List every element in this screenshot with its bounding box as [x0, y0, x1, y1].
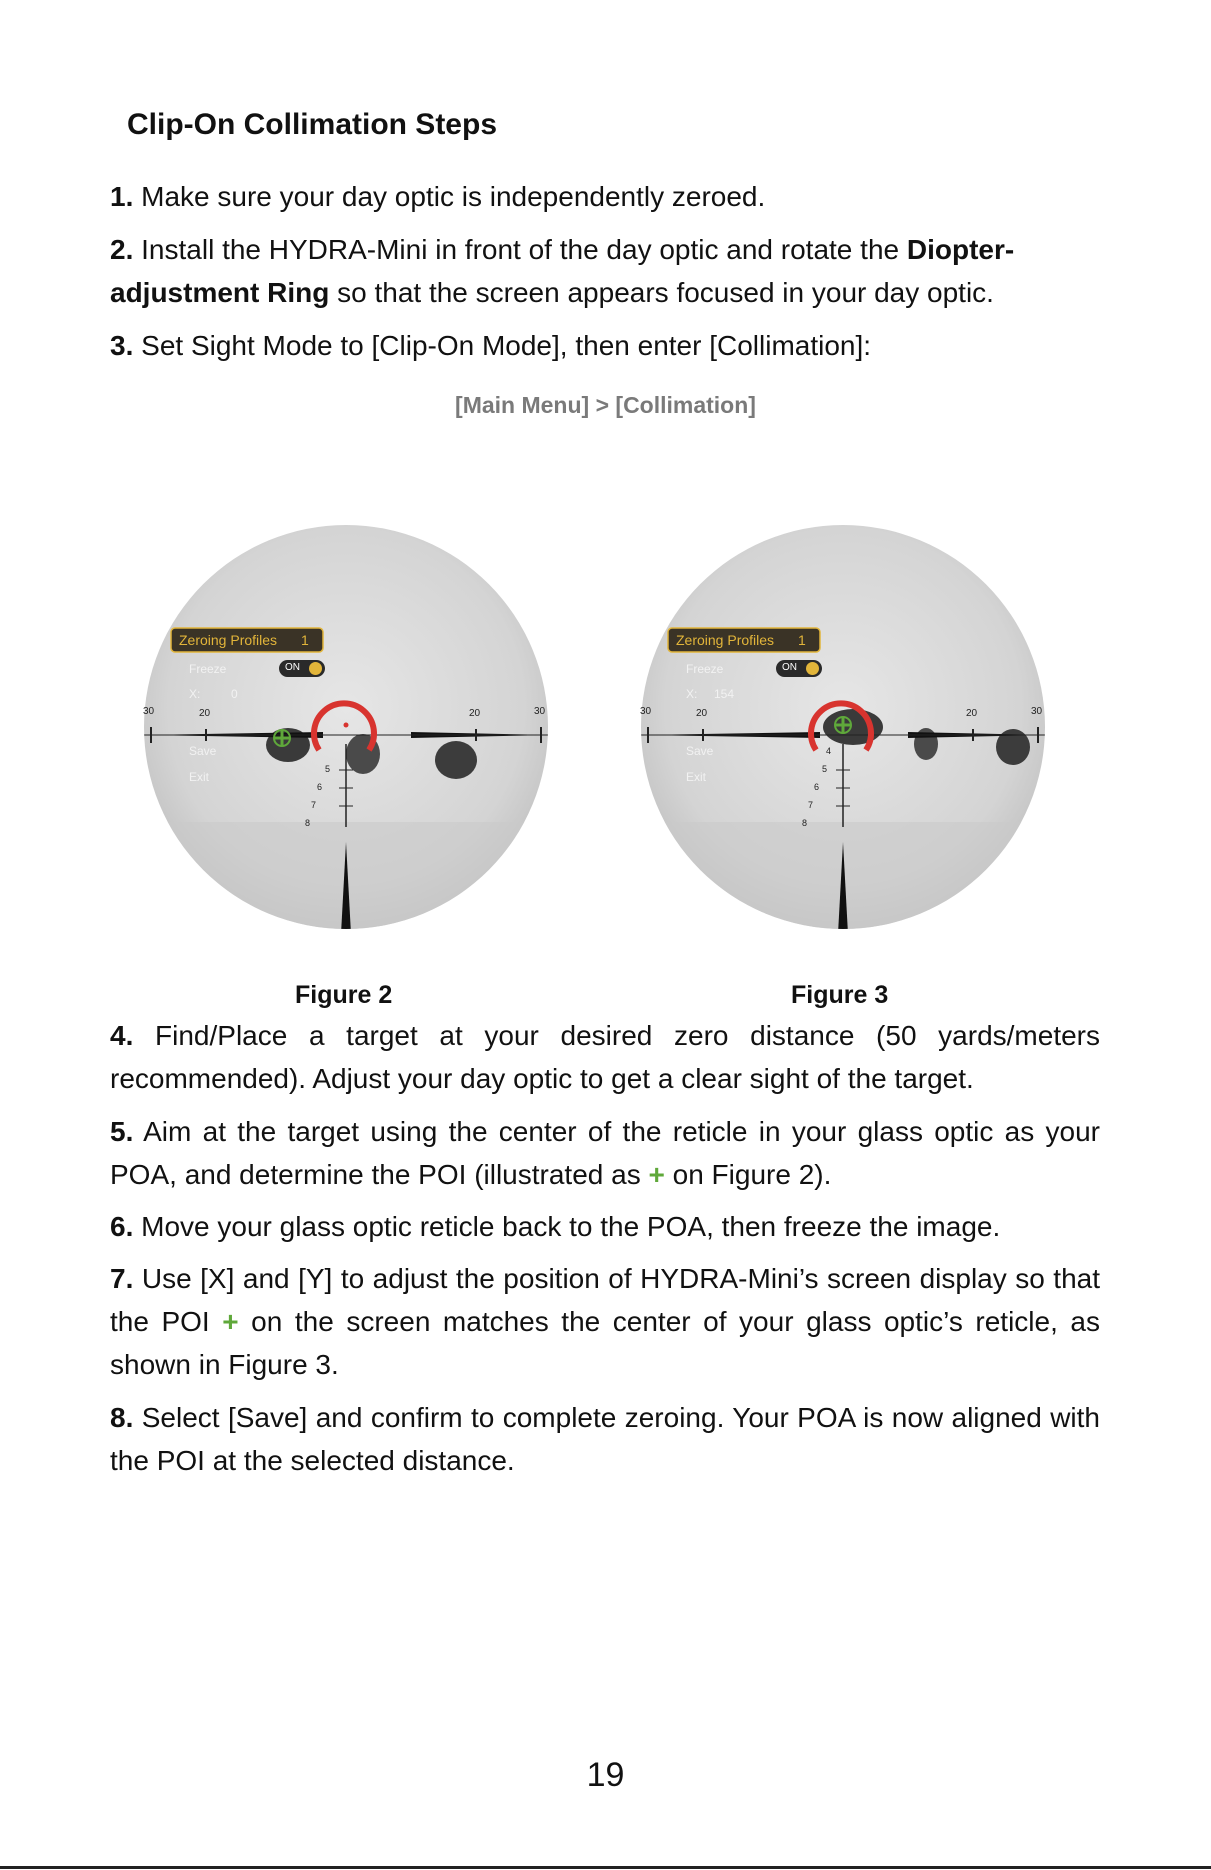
- scale-label: 30: [640, 706, 652, 717]
- osd-save-label: Save: [686, 744, 714, 758]
- osd-freeze-label: Freeze: [189, 662, 227, 676]
- step-text: Aim at the target using the center of the reticle in your glass optic as your POA, and determine the POI (illustrated as: [110, 1116, 1100, 1190]
- step-number: 8.: [110, 1402, 134, 1433]
- reticle-number: 5: [325, 764, 331, 774]
- reticle-number: 8: [802, 818, 808, 828]
- poi-plus-symbol: +: [648, 1159, 665, 1190]
- step-number: 2.: [110, 234, 134, 265]
- osd-x-label: X:: [189, 687, 201, 701]
- page-number: 19: [586, 1756, 625, 1794]
- scope-view-image: [141, 522, 551, 934]
- osd-profile-label: Zeroing Profiles: [676, 632, 775, 648]
- osd-exit-label: Exit: [189, 770, 210, 784]
- toggle-knob: [806, 662, 819, 675]
- scale-label: 20: [966, 708, 978, 719]
- reticle-number: 5: [822, 764, 828, 774]
- poi-plus-symbol: +: [222, 1306, 239, 1337]
- step-number: 6.: [110, 1211, 134, 1242]
- step-text: on the screen matches the center of your glass optic’s reticle, as shown in Figure 3.: [110, 1306, 1100, 1380]
- step-number: 5.: [110, 1116, 134, 1147]
- menu-path: [Main Menu] > [Collimation]: [455, 392, 756, 418]
- figure-2-caption: Figure 2: [295, 981, 393, 1009]
- reticle-number: 7: [311, 800, 317, 810]
- boar-silhouette: [823, 709, 883, 745]
- step-text: Find/Place a target at your desired zero distance (50 yards/meters recommended). Adjust your day optic to get a clear sight of the target.: [110, 1020, 1100, 1094]
- toggle-state-label: ON: [782, 662, 797, 673]
- toggle-knob: [309, 662, 322, 675]
- figure-3-scope-view: [638, 522, 1048, 934]
- toggle-state-label: ON: [285, 662, 300, 673]
- step-3: [110, 324, 1100, 367]
- reticle-number: 6: [317, 782, 323, 792]
- osd-x-value: 154: [714, 687, 735, 701]
- step-number: 3.: [110, 330, 134, 361]
- osd-freeze-label: Freeze: [686, 662, 724, 676]
- step-text: Set Sight Mode to [Clip-On Mode], then enter [Collimation]:: [141, 330, 872, 361]
- step-number: 4.: [110, 1020, 134, 1051]
- step-text: Select [Save] and confirm to complete zeroing. Your POA is now aligned with the POI at the selected distance.: [110, 1402, 1100, 1476]
- osd-profile-value: 1: [798, 632, 806, 648]
- step-text: so that the screen appears focused in your day optic.: [329, 277, 994, 308]
- osd-save-label: Save: [189, 744, 217, 758]
- step-8: [110, 1396, 1100, 1482]
- osd-freeze-toggle: [776, 660, 822, 677]
- osd-exit-label: Exit: [686, 770, 707, 784]
- figure-2-scope-view: [141, 522, 551, 934]
- scale-label: 30: [1031, 706, 1043, 717]
- step-6: [110, 1205, 1100, 1248]
- step-text: on Figure 2).: [664, 1159, 832, 1190]
- poi-green-plus-icon: [274, 730, 290, 746]
- boar-silhouette: [435, 741, 477, 779]
- scale-label: 20: [199, 708, 211, 719]
- reticle-number: 4: [826, 746, 832, 756]
- step-5: [110, 1110, 1100, 1196]
- red-center-dot: [344, 723, 349, 728]
- osd-freeze-toggle: [279, 660, 325, 677]
- osd-profile-label: Zeroing Profiles: [179, 632, 278, 648]
- step-bold-term: Diopter-adjustment Ring: [110, 234, 1015, 308]
- step-number: 1.: [110, 181, 134, 212]
- scope-view-image: [638, 522, 1048, 934]
- step-number: 7.: [110, 1263, 134, 1294]
- figure-3-caption: Figure 3: [791, 981, 889, 1009]
- reticle-number: 7: [808, 800, 814, 810]
- scale-label: 20: [696, 708, 708, 719]
- page-bottom-rule: [0, 1866, 1211, 1869]
- step-4: [110, 1014, 1100, 1100]
- step-7: [110, 1257, 1100, 1386]
- step-text: Make sure your day optic is independently zeroed.: [141, 181, 766, 212]
- poi-green-plus-icon: [835, 717, 851, 733]
- scale-label: 30: [534, 706, 546, 717]
- osd-x-value: 0: [231, 687, 238, 701]
- step-2: [110, 228, 1100, 314]
- osd-profile-value: 1: [301, 632, 309, 648]
- step-text: Move your glass optic reticle back to the POA, then freeze the image.: [141, 1211, 1001, 1242]
- step-1: [110, 175, 1100, 218]
- section-title: Clip-On Collimation Steps: [127, 108, 498, 141]
- scale-label: 20: [469, 708, 481, 719]
- reticle-number: 6: [814, 782, 820, 792]
- scale-label: 30: [143, 706, 155, 717]
- osd-x-label: X:: [686, 687, 698, 701]
- step-text: Use [X] and [Y] to adjust the position of HYDRA-Mini’s screen display so that the POI: [110, 1263, 1101, 1337]
- step-text: Install the HYDRA-Mini in front of the day optic and rotate the: [141, 234, 907, 265]
- reticle-number: 8: [305, 818, 311, 828]
